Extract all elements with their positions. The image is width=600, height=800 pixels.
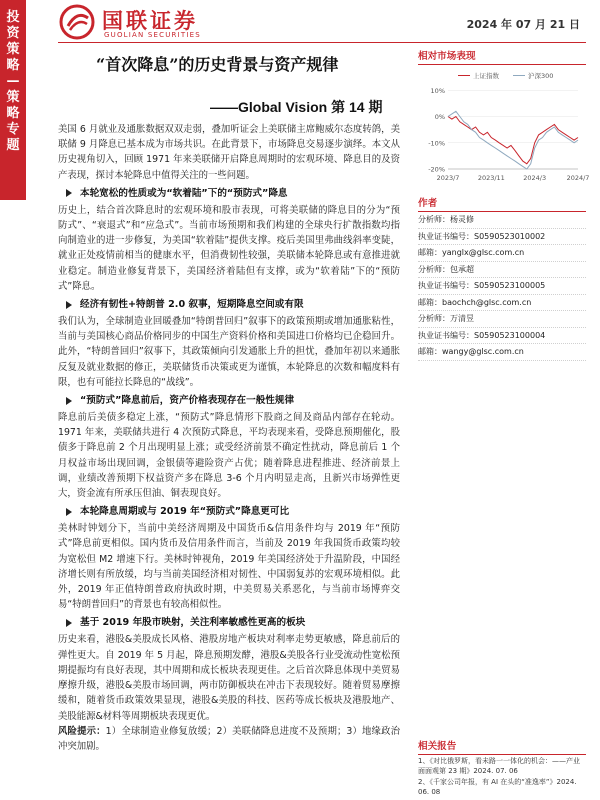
y-tick-label: -10%: [428, 139, 445, 148]
author-field-label: 分析师：: [418, 314, 450, 323]
author-role-line: [418, 262, 586, 279]
author-role-line: [418, 212, 586, 229]
market-performance-heading: 相对市场表现: [418, 48, 586, 65]
section-heading-text: “预防式”降息前后，资产价格表现存在一般性规律: [80, 395, 295, 407]
legend-swatch: [458, 75, 470, 77]
risk-text: 1）全球制造业修复放缓；2）美联储降息进度不及预期；3）地缘政治冲突加剧。: [58, 725, 400, 752]
author-field-label: 邮箱：: [418, 297, 442, 307]
x-tick-label: 2024/7: [566, 174, 590, 182]
side-strip: [0, 0, 26, 800]
triangle-bullet-icon: [66, 189, 72, 197]
author-field-label: 邮箱：: [418, 248, 442, 257]
report-title: “首次降息”的历史背景与资产规律: [96, 55, 339, 74]
author-field-value: 包承超: [450, 264, 474, 274]
chart-legend: [458, 71, 553, 80]
related-reports-heading: 相关报告: [418, 738, 586, 755]
author-email-line: [418, 344, 586, 361]
author-field-label: 分析师：: [418, 215, 450, 224]
brand-name-en: GUOLIAN SECURITIES: [104, 31, 201, 39]
x-tick-label: 2023/11: [477, 174, 505, 182]
author-field-value[interactable]: wangy@glsc.com.cn: [442, 347, 524, 356]
section-heading: [58, 186, 400, 201]
series-line-2: [448, 111, 578, 169]
triangle-bullet-icon: [66, 508, 72, 516]
author-field-value: S0590523010002: [474, 231, 546, 241]
section-heading-text: 基于 2019 年股市映射，关注利率敏感性更高的板块: [80, 617, 306, 629]
y-tick-label: 0%: [434, 113, 445, 121]
section-body: 我们认为，全球制造业回暖叠加“特朗普回归”叙事下的政策预期或增加通胀粘性，当前与美国核心商品价格同步的中国生产资料价格和美国进口价格均已企稳回升。此外，“特朗普回归”叙事下，其政策倾向引发通胀上升的担忧，叠加年初以来通胀反复及就业数据的修正，美联储货币决策或更为谨慎，本轮降息的次数和幅度料有限，也有可能拉长降息的“战线”。: [58, 316, 400, 388]
section-heading-text: 本轮降息周期或与 2019 年“预防式”降息更可比: [80, 506, 290, 518]
intro-paragraph: 美国 6 月就业及通胀数据双双走弱，叠加听证会上美联储主席鲍威尔态度转鸽，美联储 9 月降息已基本成为市场共识。在此背景下，市场降息交易逐步演绎。本文从历史视角切入，回顾 1971 年来美联储开启降息周期时的宏观环境、降息目的及资产表现，探讨本轮降息中值得关注的一些问题。: [58, 124, 400, 181]
brand-name-cn: 国联证券: [102, 9, 198, 33]
section-heading: [58, 297, 400, 312]
authors-heading: 作者: [418, 195, 586, 212]
author-field-label: 分析师：: [418, 264, 450, 274]
authors-section: [418, 195, 586, 361]
author-field-value[interactable]: baochch@glsc.com.cn: [442, 297, 532, 307]
section-heading: [58, 504, 400, 519]
section-body: 历史上，结合首次降息时的宏观环境和股市表现，可将美联储的降息目的分为“预防式”、“衰退式”和“应急式”。当前市场预期和我们构建的全球央行扩散指数均指向制造业的进一步修复，为美国“软着陆”提供支撑。疫后美国里弗曲线斜率变陡，就业正处疫情前相当的健康水平，但消费韧性较强，美联储本轮降息或有意推进就业稳定。制造业修复背景下，美国经济着陆但有支撑，或为“软着陆”下的“预防式”降息。: [58, 204, 400, 292]
legend-label: 上证指数: [473, 72, 499, 80]
section-heading-text: 本轮宽松的性质或为“软着陆”下的“预防式”降息: [80, 187, 288, 199]
author-role-line: [418, 311, 586, 328]
report-date: 2024 年 07 月 21 日: [466, 18, 580, 31]
author-email-line: [418, 245, 586, 262]
legend-label: 沪深300: [528, 72, 554, 80]
section-body: 历史来看，港股&美股成长风格、港股房地产板块对利率走势更敏感，降息前后的弹性更大。自 2019 年 5 月起，降息预期发酵，港股&美股各行业受流动性宽松预期提振均有良好表现，其中周期和成长板块表现更佳。之后首次降息体现中美贸易摩擦升级，港股&美股市场回调，两市防御板块在冲击下表现较好。随着贸易摩擦缓和，随着货币政策效果显现，港股&美股的科技、医药等成长板块及港股地产、美股能源&材料等周期板块表现更优。: [58, 634, 400, 722]
report-subtitle: ——Global Vision 第 14 期: [210, 99, 383, 115]
author-cert-line: [418, 328, 586, 345]
author-field-label: 执业证书编号：: [418, 330, 474, 340]
risk-label: 风险提示：: [58, 725, 106, 737]
main-content: [58, 122, 400, 754]
related-report-item[interactable]: 1、《对比俄罗斯，看未路一一体化的机会：——产业面面观第 23 期》2024. 07. 06: [418, 757, 580, 775]
author-field-label: 邮箱：: [418, 347, 442, 356]
author-cert-line: [418, 229, 586, 246]
author-field-value: S0590523100004: [474, 330, 546, 340]
brand-logo: [58, 4, 248, 42]
author-field-value: S0590523100005: [474, 281, 546, 290]
triangle-bullet-icon: [66, 619, 72, 627]
author-field-label: 执业证书编号：: [418, 231, 474, 241]
y-tick-label: -20%: [428, 165, 445, 174]
x-tick-label: 2024/3: [523, 174, 547, 182]
logo-mark-icon: [58, 4, 96, 40]
x-tick-label: 2023/7: [436, 174, 460, 182]
author-field-value[interactable]: yanglx@glsc.com.cn: [442, 248, 525, 257]
market-chart: [418, 69, 590, 185]
author-cert-line: [418, 278, 586, 295]
section-body: 降息前后美债多稳定上涨，“预防式”降息情形下股商之间及商品内部存在轮动。1971 年来，美联储共进行 4 次预防式降息，平均表现来看，受降息预期催化，股债多于降息前 2 个月出现明显上涨；或受经济前景不确定性扰动，降息前后 1 个月权益市场出现回调，金银债等避险资产占优；随着降息进程推进、经济前景上调，业绩改善预期下权益资产多在降息 3-6 个月内明显走高，且新兴市场弹性更大，资金流有所承压但油、铜表现良好。: [58, 412, 400, 500]
author-field-value: 杨灵修: [450, 215, 474, 224]
y-tick-label: 10%: [430, 86, 445, 95]
legend-swatch: [513, 75, 525, 77]
related-report-item[interactable]: 2、《千家公司年报，有 AI 在头的“准逸率”》2024. 06. 08: [418, 778, 577, 796]
triangle-bullet-icon: [66, 301, 72, 309]
right-sidebar: [418, 48, 590, 361]
related-reports: [418, 738, 586, 797]
legend-item: [458, 71, 499, 80]
report-type-label: 投资策略—策略专题: [6, 10, 20, 153]
chart-plot: [418, 69, 590, 185]
section-heading: [58, 615, 400, 630]
author-email-line: [418, 295, 586, 312]
series-line-1: [448, 117, 578, 164]
section-body: 美林时钟划分下，当前中美经济周期及中国货币&信用条件均与 2019 年“预防式”降息前更相似。国内货币及信用条件而言，当前及 2019 年我国货币政策均较为宽松但 M2 增速下行。美林时钟视角，2019 年美国经济处于升温阶段，中国经济增长则有所放缓，均与当前美国经济相对韧性、中国弱复苏的宏观环境相似。此外，2019 年正值特朗普政府执政时期，中美贸易关系恶化，与当前市场博弈交易“特朗普回归”的背景也有较高相似性。: [58, 523, 400, 611]
section-heading: [58, 393, 400, 408]
author-field-value: 万清昱: [450, 314, 474, 323]
risk-warning: [58, 724, 400, 754]
legend-item: [513, 71, 553, 80]
section-heading-text: 经济有韧性+特朗普 2.0 叙事，短期降息空间或有限: [80, 299, 304, 311]
authors-list: [418, 212, 586, 361]
triangle-bullet-icon: [66, 397, 72, 405]
author-field-label: 执业证书编号：: [418, 281, 474, 290]
header-divider: [58, 42, 586, 43]
